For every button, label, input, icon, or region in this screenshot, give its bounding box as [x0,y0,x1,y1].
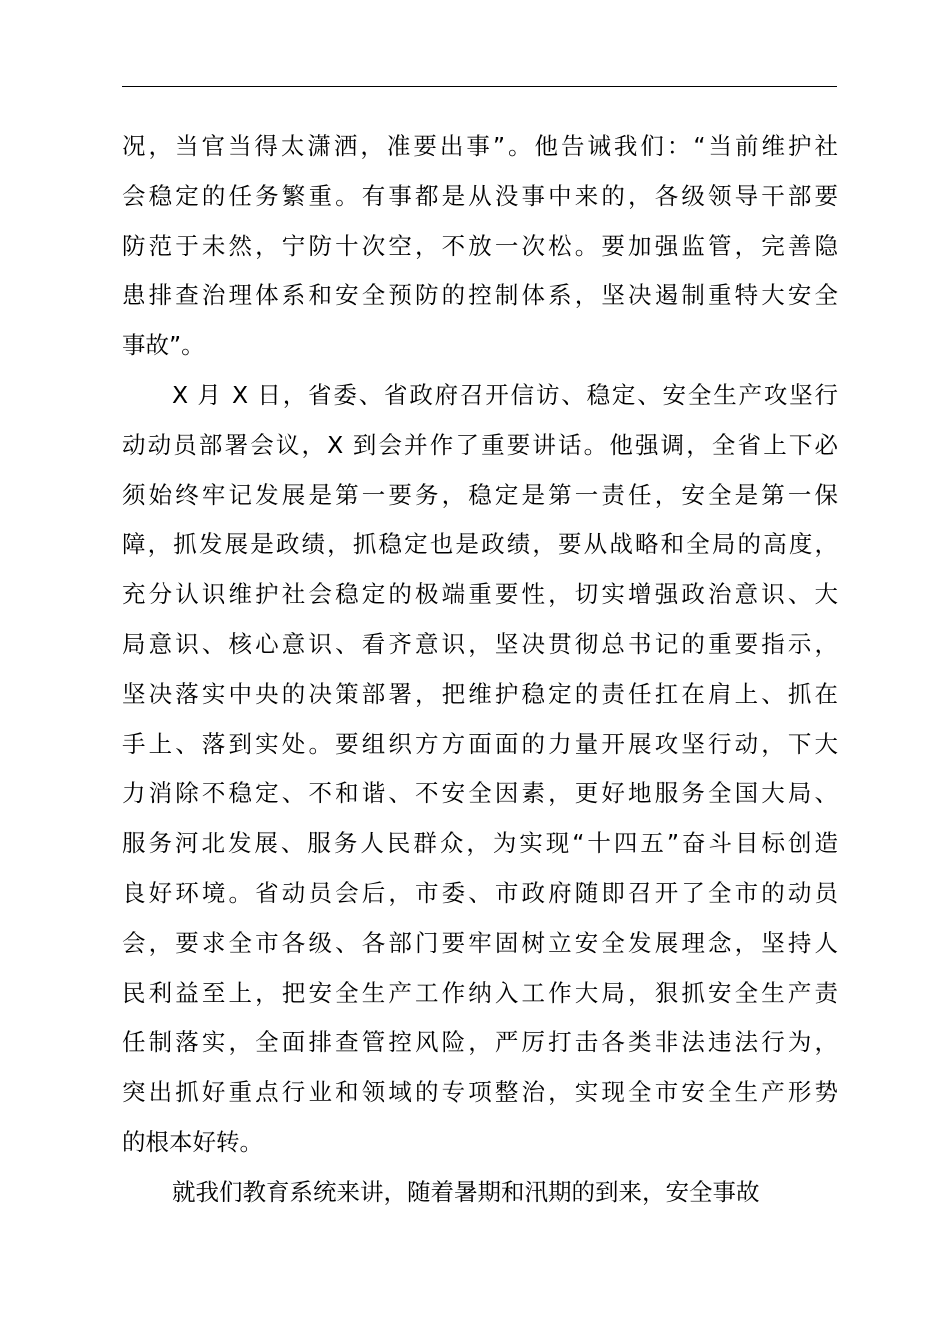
paragraph-line: X 月 X 日，省委、省政府召开信访、稳定、安全生产攻坚行 [172,380,838,409]
paragraph-line: 会，要求全市各级、各部门要牢固树立安全发展理念，坚持人 [122,928,838,957]
paragraph [122,1168,838,1218]
paragraph-line: 充分认识维护社会稳定的极端重要性，切实增强政治意识、大 [122,580,838,609]
paragraph-line: 民利益至上，把安全生产工作纳入工作大局，狠抓安全生产责 [122,978,838,1007]
paragraph-line: 的根本好转。 [122,1127,263,1156]
paragraph-line: 任制落实，全面排查管控风险，严厉打击各类非法违法行为， [122,1028,838,1057]
paragraph-line: 就我们教育系统来讲，随着暑期和汛期的到来，安全事故 [172,1177,760,1206]
paragraph [122,371,838,1168]
paragraph-line: 防范于未然，宁防十次空，不放一次松。要加强监管，完善隐 [122,231,838,260]
paragraph-line: 坚决落实中央的决策部署，把维护稳定的责任扛在肩上、抓在 [122,679,838,708]
paragraph-line: 障，抓发展是政绩，抓稳定也是政绩，要从战略和全局的高度， [122,530,838,559]
paragraph-line: 力消除不稳定、不和谐、不安全因素，更好地服务全国大局、 [122,779,838,808]
paragraph-line: 动动员部署会议，X 到会并作了重要讲话。他强调，全省上下必 [122,430,838,459]
paragraph-line: 手上、落到实处。要组织方方面面的力量开展攻坚行动，下大 [122,729,838,758]
document-body [122,122,838,1218]
paragraph-line: 服务河北发展、服务人民群众，为实现“十四五”奋斗目标创造 [122,829,838,858]
paragraph-line: 况，当官当得太潇洒，准要出事”。他告诫我们：“当前维护社 [122,132,838,160]
header-rule [122,86,837,87]
paragraph-line: 会稳定的任务繁重。有事都是从没事中来的，各级领导干部要 [122,181,838,210]
paragraph-line: 局意识、核心意识、看齐意识，坚决贯彻总书记的重要指示， [122,629,838,658]
paragraph-line: 患排查治理体系和安全预防的控制体系，坚决遏制重特大安全 [122,281,838,310]
paragraph-line: 突出抓好重点行业和领域的专项整治，实现全市安全生产形势 [122,1078,838,1107]
paragraph-line: 事故”。 [122,331,205,360]
paragraph-line: 良好环境。省动员会后，市委、市政府随即召开了全市的动员 [122,878,838,907]
paragraph [122,122,838,371]
paragraph-line: 须始终牢记发展是第一要务，稳定是第一责任，安全是第一保 [122,480,838,509]
